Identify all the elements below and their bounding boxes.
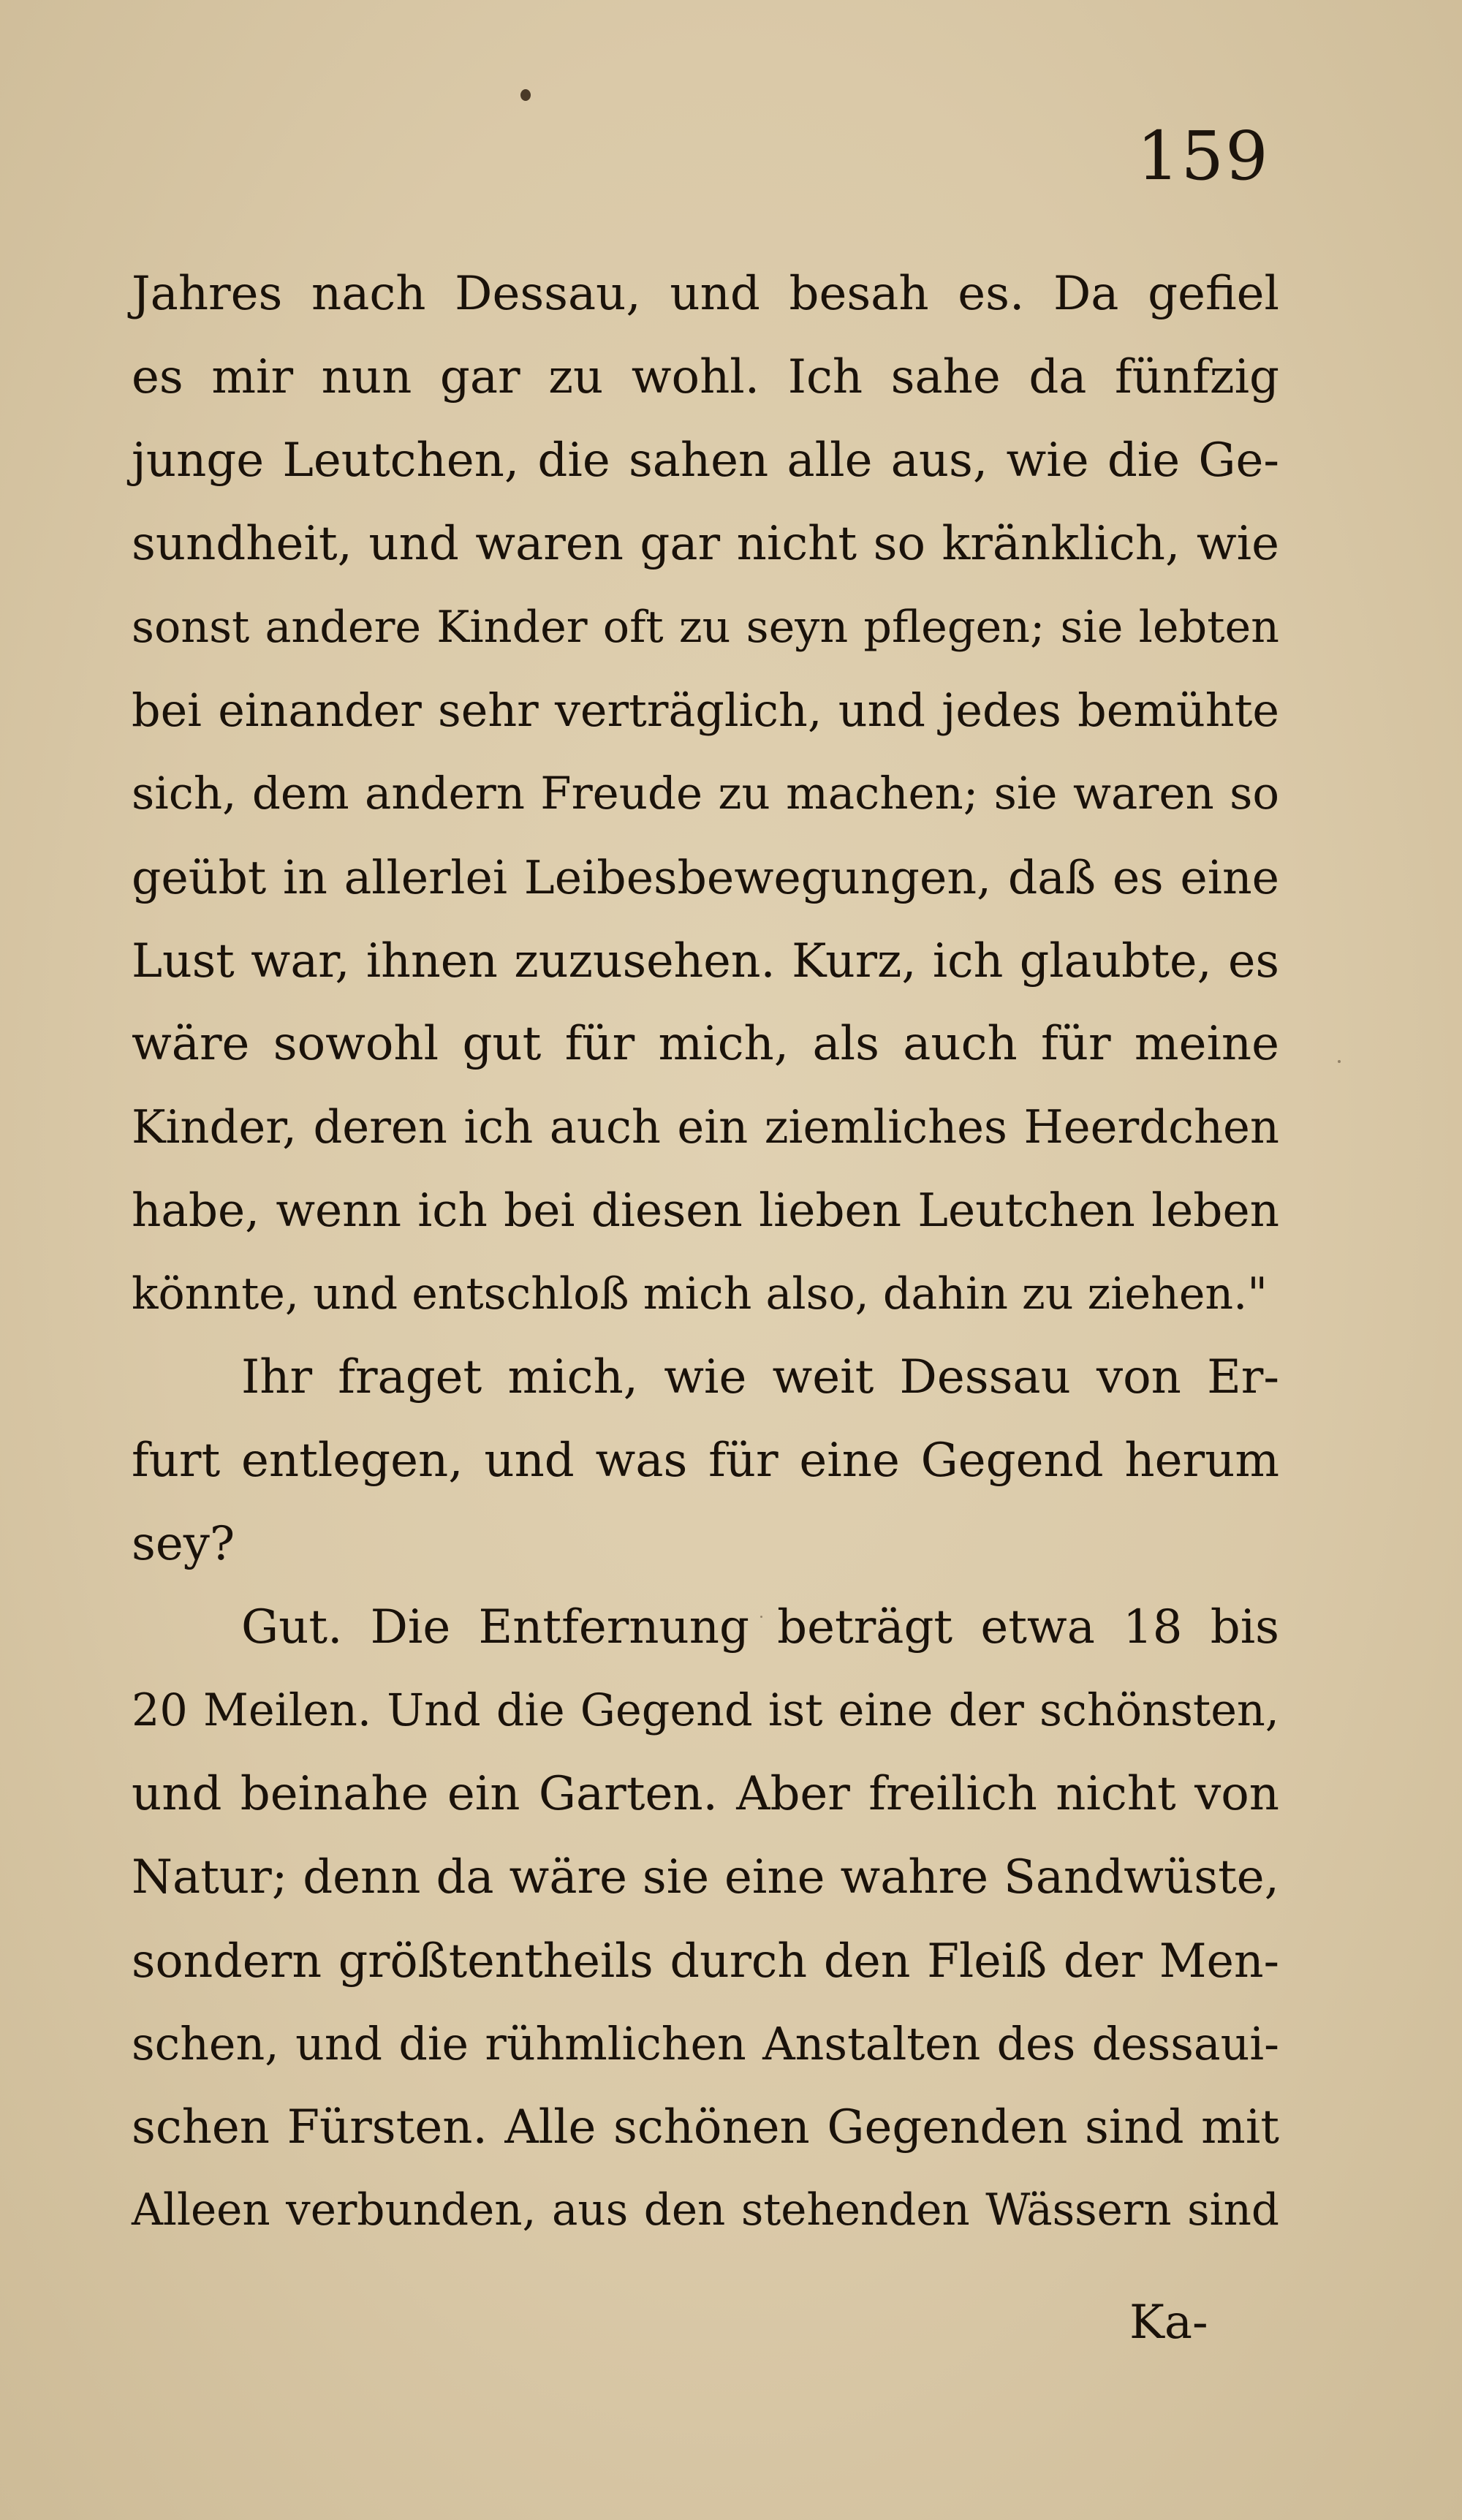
text-line: Lust war, ihnen zuzusehen. Kurz, ich glaubte, es [132, 934, 1279, 988]
ink-speck [520, 89, 531, 101]
text-line: könnte, und entschloß mich also, dahin zu ziehen." [132, 1268, 1268, 1320]
text-line: Ihr fraget mich, wie weit Dessau von Er- [241, 1350, 1279, 1404]
page-number: 159 [1137, 117, 1270, 195]
text-line: sundheit, und waren gar nicht so kränklich, wie [132, 517, 1279, 571]
text-line: junge Leutchen, die sahen alle aus, wie die Ge- [132, 434, 1279, 488]
text-line: Natur; denn da wäre sie eine wahre Sandwüste, [132, 1850, 1279, 1904]
catchword: Ka- [1129, 2296, 1208, 2350]
text-line: habe, wenn ich bei diesen lieben Leutchen leben [132, 1184, 1279, 1237]
text-line: sondern größtentheils durch den Fleiß der Men- [132, 1934, 1279, 1988]
text-line: Jahres nach Dessau, und besah es. Da gefiel [132, 267, 1279, 321]
text-line: schen Fürsten. Alle schönen Gegenden sind mit [132, 2100, 1279, 2154]
text-line: es mir nun gar zu wohl. Ich sahe da fünfzig [132, 350, 1279, 404]
text-line: wäre sowohl gut für mich, als auch für meine [132, 1017, 1279, 1071]
text-line: sey? [132, 1517, 235, 1571]
ink-speck [1338, 1060, 1341, 1063]
text-line: sonst andere Kinder oft zu seyn pflegen; sie lebten [132, 602, 1279, 653]
text-line: 20 Meilen. Und die Gegend ist eine der schönsten, [132, 1685, 1279, 1736]
text-line: bei einander sehr verträglich, und jedes bemühte [132, 684, 1279, 737]
text-line: schen, und die rühmlichen Anstalten des dessaui- [132, 2018, 1279, 2070]
body-text [132, 252, 1279, 2252]
text-line: und beinahe ein Garten. Aber freilich nicht von [132, 1767, 1279, 1821]
text-line: furt entlegen, und was für eine Gegend herum [132, 1434, 1279, 1488]
text-line: Alleen verbunden, aus den stehenden Wässern sind [132, 2185, 1279, 2236]
text-line: Kinder, deren ich auch ein ziemliches Heerdchen [132, 1100, 1279, 1154]
text-line: sich, dem andern Freude zu machen; sie waren so [132, 768, 1279, 820]
text-line: geübt in allerlei Leibesbewegungen, daß es eine [132, 850, 1279, 904]
text-line: Gut. Die Entfernung beträgt etwa 18 bis [241, 1600, 1279, 1654]
